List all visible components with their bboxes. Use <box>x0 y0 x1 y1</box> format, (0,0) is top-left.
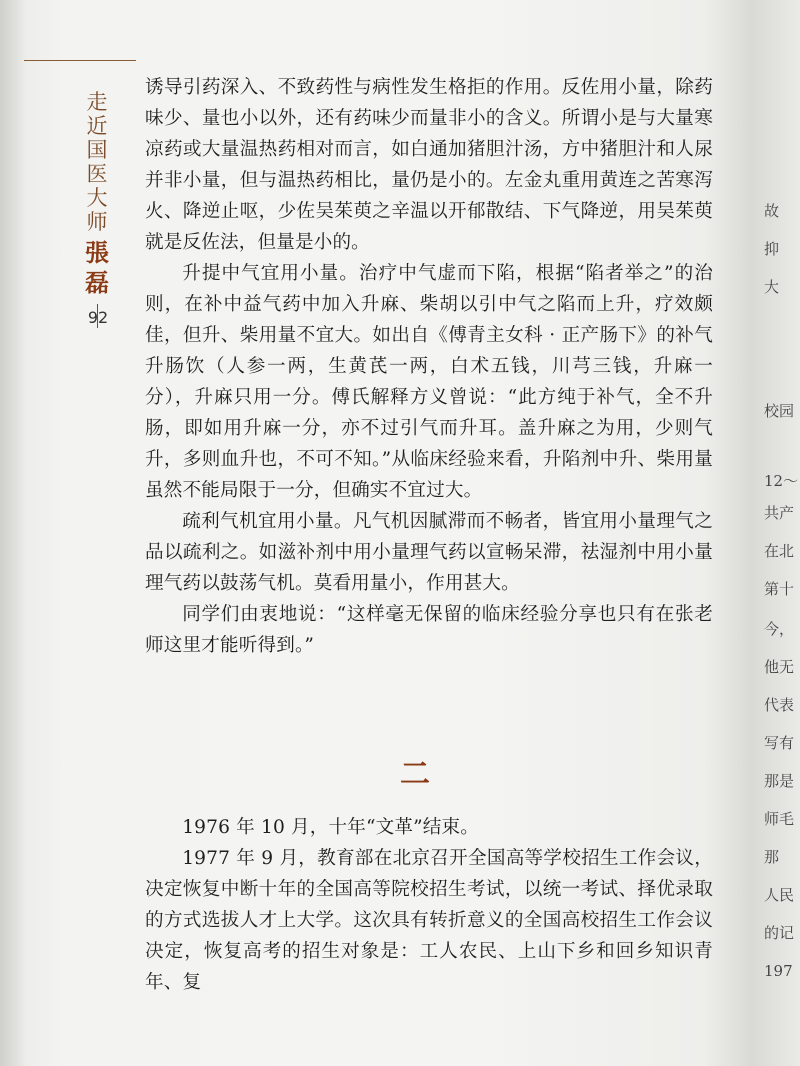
right-fragment: 校园 <box>764 402 795 420</box>
running-header <box>84 90 110 328</box>
section-text <box>145 812 713 998</box>
right-fragment: 代表 <box>764 696 795 714</box>
section-number: 二 <box>400 757 430 792</box>
right-fragment: 大 <box>764 278 780 296</box>
right-fragment: 今， <box>764 620 795 638</box>
right-fragment: 他无 <box>764 658 795 676</box>
right-fragment: 那是 <box>764 772 795 790</box>
series-title: 走近国医大师 <box>86 90 108 234</box>
paragraph-2: 升提中气宜用小量。治疗中气虚而下陷，根据“陷者举之”的治则，在补中益气药中加入升麻、柴胡以引中气之陷而上升，疗效颇佳，但升、柴用量不宜大。如出自《傅青主女科 · 正产肠下》的补气升肠饮（人参一两，生黄芪一两，白术五钱，川芎三钱，升麻一分），升麻只用一分。傅氏解释方义曾说：“此方纯于补气，全不升肠，即如用升麻一分，亦不过引气而升耳。盖升麻之为用，少则气升，多则血升也，不可不知。”从临床经验来看，升陷剂中升、柴用量虽然不能局限于一分，但确实不宜过大。 <box>145 263 713 501</box>
main-text <box>145 72 713 661</box>
section-paragraph-2: 1977 年 9 月，教育部在北京召开全国高等学校招生工作会议，决定恢复中断十年的全国高等院校招生考试，以统一考试、择优录取的方式选拔人才上大学。这次具有转折意义的全国高校招生工作会议决定，恢复高考的招生对象是：工人农民、上山下乡和回乡知识青年、复 <box>145 848 713 993</box>
section-paragraph-1: 1976 年 10 月，十年“文革”结束。 <box>182 817 479 838</box>
right-fragment: 写有 <box>764 734 795 752</box>
right-fragment: 12～ <box>764 472 799 490</box>
right-fragment: 197 <box>764 962 793 980</box>
right-fragment: 的记 <box>764 924 795 942</box>
paragraph-1: 诱导引药深入、不致药性与病性发生格拒的作用。反佐用小量，除药味少、量也小以外，还有药味少而量非小的含义。所谓小是与大量寒凉药或大量温热药相对而言，如白通加猪胆汁汤，方中猪胆汁和人尿并非小量，但与温热药相比，量仍是小的。左金丸重用黄连之苦寒泻火、降逆止呕，少佐吴茱萸之辛温以开郁散结、下气降逆，用吴茱萸就是反佐法，但量是小的。 <box>145 77 713 253</box>
right-fragment: 那 <box>764 848 780 866</box>
page-number: 92 <box>87 308 109 327</box>
right-fragment: 故 <box>764 202 780 220</box>
right-fragment: 师毛 <box>764 810 795 828</box>
right-fragment: 第十 <box>764 580 795 598</box>
spine-shadow <box>0 0 26 1066</box>
paragraph-4: 同学们由衷地说：“这样毫无保留的临床经验分享也只有在张老师这里才能听得到。” <box>145 604 713 656</box>
right-fragment: 共产 <box>764 504 795 522</box>
paragraph-3: 疏利气机宜用小量。凡气机因腻滞而不畅者，皆宜用小量理气之品以疏利之。如滋补剂中用小量理气药以宣畅呆滞，祛湿剂中用小量理气药以鼓荡气机。莫看用量小，作用甚大。 <box>145 511 713 594</box>
right-fragment: 在北 <box>764 542 795 560</box>
adjacent-page-edge <box>760 0 800 1066</box>
right-fragment: 人民 <box>764 886 795 904</box>
author-name: 張磊 <box>85 238 109 297</box>
header-rule <box>24 60 136 61</box>
right-fragment: 抑 <box>764 240 780 258</box>
